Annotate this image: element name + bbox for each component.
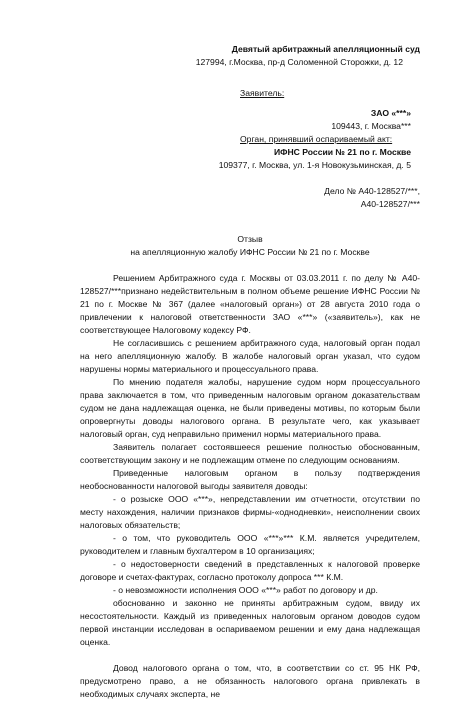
paragraph-6: обоснованно и законно не приняты арбитражным судом, ввиду их несостоятельности. Каждый из приведенных налоговым органом доводов судом первой инстанции исследован в оспариваемом решении и ему дана надлежащая оценка.: [80, 598, 420, 647]
court-address: 127994, г.Москва, пр-д Соломенной Сторожки, д. 12: [195, 57, 403, 67]
case-number-2: А40-128527/***: [360, 199, 420, 209]
bullet-4: - о невозможности исполнения ООО «***» работ по договору и др.: [113, 585, 378, 595]
document-subtitle: на апелляционную жалобу ИФНС России № 21 по г. Москве: [130, 247, 370, 257]
bullet-3: - о недостоверности сведений в представленных к налоговой проверке договоре и счетах-фактурах, согласно протоколу допроса *** К.М.: [80, 559, 420, 582]
paragraph-7: Довод налогового органа о том, что, в соответствии со ст. 95 НК РФ, предусмотрено право, а не обязанность налогового органа привлекать в необходимых случаях эксперта, не: [80, 663, 420, 699]
authority-name: ИФНС России № 21 по г. Москве: [273, 147, 411, 157]
bullet-1: - о розыске ООО «***», непредставлении им отчетности, отсутствии по месту нахождения, наличии признаков фирмы-«однодневки», неисполнении своих налоговых обязательств;: [80, 494, 420, 530]
authority-label: Орган, принявший оспариваемый акт:: [240, 134, 393, 144]
paragraph-4: Заявитель полагает состоявшееся решение полностью обоснованным, соответствующим закону и не подлежащим отмене по следующим основаниям.: [80, 442, 420, 465]
paragraph-2: Не согласившись с решением арбитражного суда, налоговый орган подал на него апелляционную жалобу. В жалобе налоговый орган указал, что судом нарушены нормы материального и процессуального права.: [80, 338, 420, 374]
paragraph-1: Решением Арбитражного суда г. Москвы от 03.03.2011 г. по делу № А40-128527/***признано недействительным в полном объеме решение ИФНС России № 21 по г. Москве № 367 (далее «налоговый орган») от 28 августа 2010 года о привлечении к налоговой ответственности ЗАО «***» («заявитель»), как не соответствующее Налоговому кодексу РФ.: [80, 273, 420, 335]
applicant-address: 109443, г. Москва***: [331, 121, 411, 131]
bullet-2: - о том, что руководитель ООО «***»*** К.М. является учредителем, руководителем и главным бухгалтером в 10 организациях;: [80, 533, 420, 556]
applicant-name: ЗАО «***»: [370, 108, 411, 118]
applicant-label: Заявитель:: [240, 88, 285, 98]
case-number-1: Дело № А40-128527/***,: [324, 186, 420, 196]
paragraph-3: По мнению подателя жалобы, нарушение судом норм процессуального права заключается в том, что приведенным налоговым органом доказательствам судом не дана надлежащая оценка, не были приведены мотивы, по которым были опровергнуты доводы налогового органа. В результате чего, как указывает налоговый орган, суд неправильно применил нормы материального права.: [80, 377, 420, 439]
paragraph-5: Приведенные налоговым органом в пользу подтверждения необоснованности налоговой выгоды заявителя доводы:: [80, 468, 420, 491]
authority-address: 109377, г. Москва, ул. 1-я Новокузьминская, д. 5: [218, 160, 411, 170]
document-title: Отзыв: [237, 234, 263, 244]
court-name: Девятый арбитражный апелляционный суд: [231, 44, 420, 54]
